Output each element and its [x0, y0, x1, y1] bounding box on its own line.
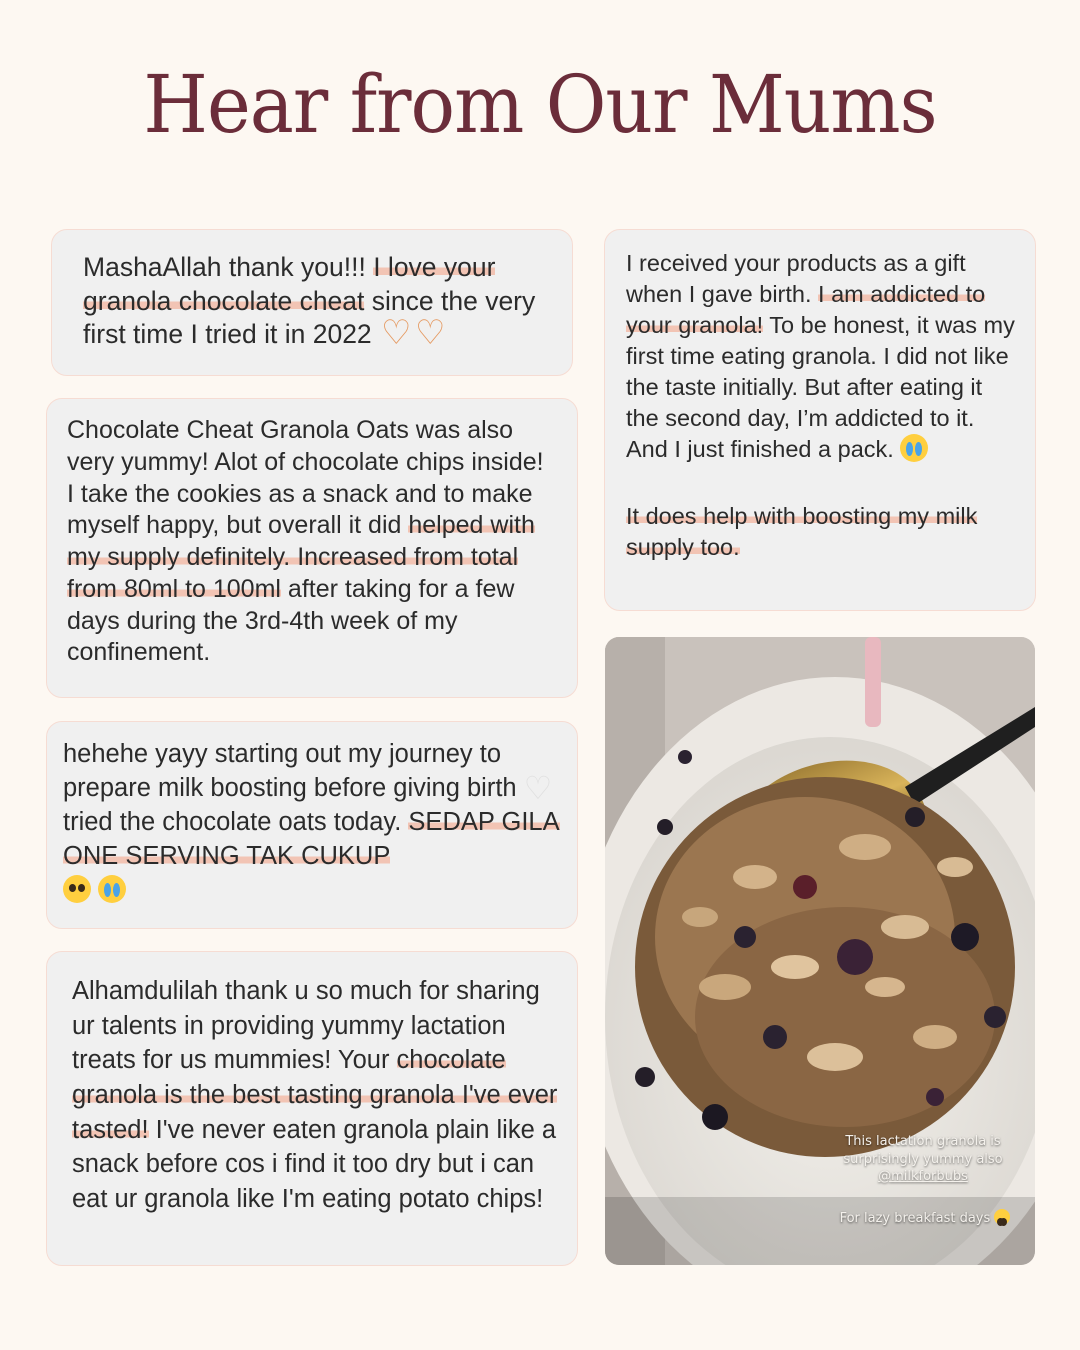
crying-face-icon [900, 434, 928, 462]
testimonial-highlight: helped with my supply definitely. Increased from total from 80ml to 100ml [67, 511, 535, 603]
caption-line: surprisingly yummy also [843, 1151, 1003, 1167]
testimonial-card-1 [51, 229, 573, 376]
caption-handle: @milkforbubs [878, 1169, 968, 1185]
testimonial-text: since the very first time I tried it in 2022 [83, 285, 536, 350]
caption-line: For lazy breakfast days [839, 1211, 991, 1226]
pleading-face-icon [63, 875, 91, 903]
testimonial-highlight: chocolate granola is the best tasting granola I've ever tasted! [72, 1046, 558, 1144]
caption-line: This lactation granola is [845, 1134, 1001, 1149]
white-heart-icon [524, 773, 552, 801]
testimonial-highlight: I love your granola chocolate cheat [83, 252, 496, 316]
testimonial-text: Chocolate Cheat Granola Oats was also very yummy! Alot of chocolate chips inside! I take the cookies as a snack and to make myself happy, but overall it did [67, 416, 544, 540]
testimonial-highlight: I am addicted to your granola! [626, 281, 986, 339]
testimonial-text: after taking for a few days during the 3rd-4th week of my confinement. [67, 574, 515, 667]
testimonial-highlight: SEDAP GILA ONE SERVING TAK CUKUP [63, 807, 560, 870]
testimonial-card-2 [46, 398, 578, 698]
heart-hands-icon [379, 320, 413, 348]
granola-bowl-photo [605, 637, 1035, 1265]
testimonial-text: Alhamdulilah thank u so much for sharing ur talents in providing yummy lactation treats for us mummies! Your [72, 977, 540, 1075]
testimonial-card-4 [46, 951, 578, 1266]
testimonial-card-5 [604, 229, 1036, 611]
testimonial-card-3 [46, 721, 578, 929]
testimonial-text: hehehe yayy starting out my journey to prepare milk boosting before giving birth [63, 740, 524, 802]
crying-face-icon [98, 875, 126, 903]
testimonial-text: I received your products as a gift when I gave birth. [626, 250, 966, 308]
testimonial-text: To be honest, it was my first time eating granola. I did not like the taste initially. But after eating it the second day, I’m addicted to it. And I just finished a pack. [626, 312, 1015, 463]
testimonial-text: I've never eaten granola plain like a snack before cos i find it too dry but i can eat ur granola like I'm eating potato chips! [72, 1115, 557, 1214]
testimonial-highlight: It does help with boosting my milk supply too. [626, 503, 978, 561]
photo-caption [843, 1133, 1003, 1186]
smiling-face-icon [994, 1209, 1010, 1225]
photo-caption-2 [835, 1209, 1015, 1228]
heart-hands-icon [413, 320, 447, 348]
testimonial-text: MashaAllah thank you!!! [83, 252, 374, 282]
testimonial-text: tried the chocolate oats today. [63, 807, 409, 836]
page-title: Hear from Our Mums [143, 58, 937, 152]
